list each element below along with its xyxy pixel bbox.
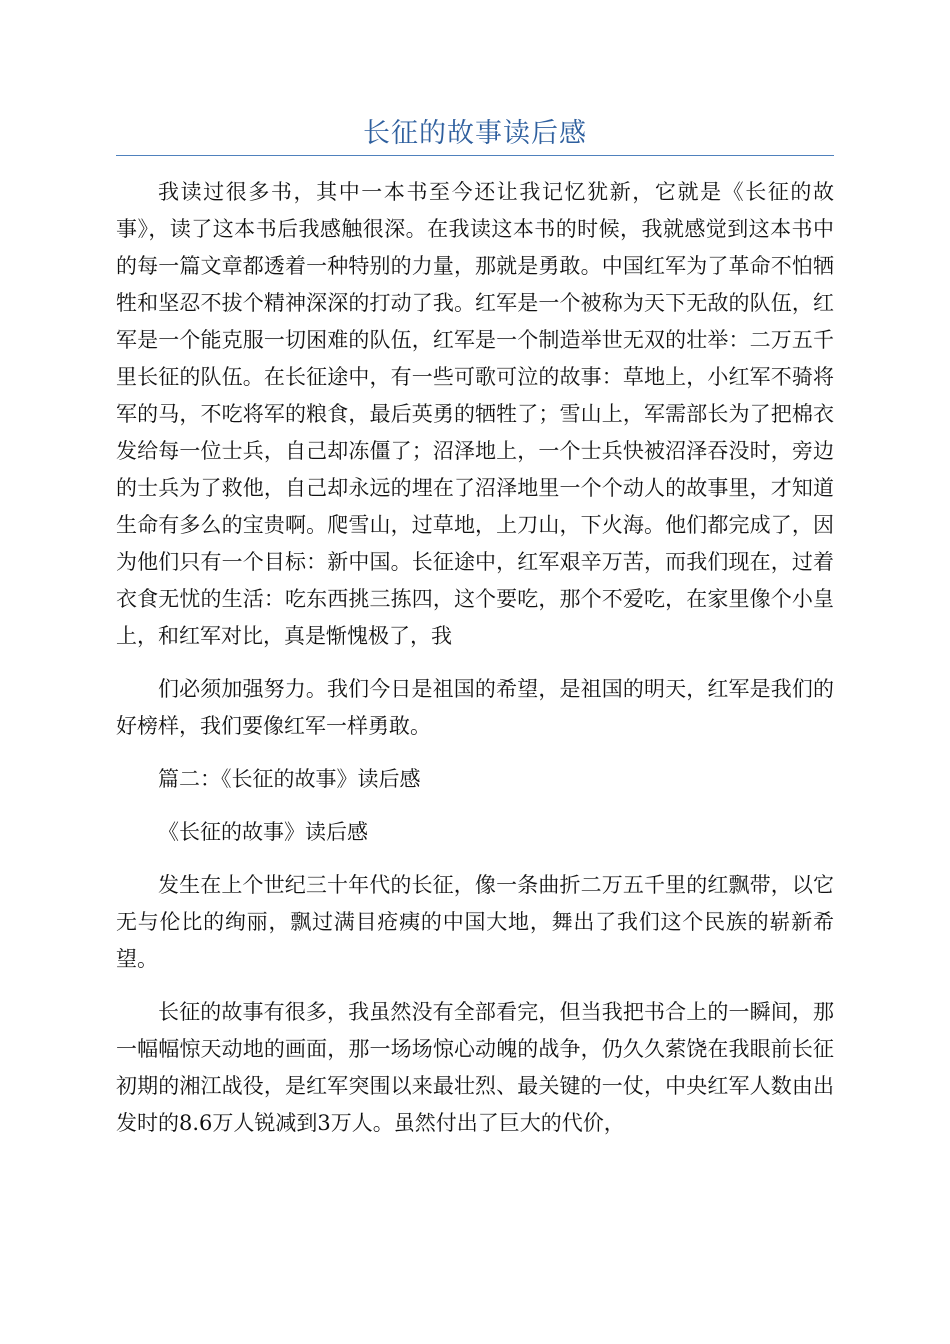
subtitle: 《长征的故事》读后感 bbox=[158, 820, 368, 844]
section-heading: 篇二：《长征的故事》读后感 bbox=[158, 767, 421, 791]
paragraph-4: 长征的故事有很多，我虽然没有全部看完，但当我把书合上的一瞬间，那一幅幅惊天动地的画面，那一场场惊心动魄的战争，仍久久萦饶在我眼前长征初期的湘江战役，是红军突围以来最壮烈、最关键的一仗，中央红军人数由出发时的8.6万人锐减到3万人。虽然付出了巨大的代价， bbox=[116, 1000, 834, 1135]
document-body bbox=[116, 174, 834, 1158]
paragraph-3: 发生在上个世纪三十年代的长征，像一条曲折二万五千里的红飘带，以它无与伦比的绚丽，飘过满目疮痍的中国大地，舞出了我们这个民族的崭新希望。 bbox=[116, 873, 834, 971]
paragraph-1: 我读过很多书，其中一本书至今还让我记忆犹新，它就是《长征的故事》，读了这本书后我感触很深。在我读这本书的时候，我就感觉到这本书中的每一篇文章都透着一种特别的力量，那就是勇敢。中国红军为了革命不怕牺牲和坚忍不拔个精神深深的打动了我。红军是一个被称为天下无敌的队伍，红军是一个能克服一切困难的队伍，红军是一个制造举世无双的壮举：二万五千里长征的队伍。在长征途中，有一些可歌可泣的故事：草地上，小红军不骑将军的马，不吃将军的粮食，最后英勇的牺牲了；雪山上，军需部长为了把棉衣发给每一位士兵，自己却冻僵了；沼泽地上，一个士兵快被沼泽吞没时，旁边的士兵为了救他，自己却永远的埋在了沼泽地里一个个动人的故事里，才知道生命有多么的宝贵啊。爬雪山，过草地，上刀山，下火海。他们都完成了，因为他们只有一个目标：新中国。长征途中，红军艰辛万苦，而我们现在，过着衣食无忧的生活：吃东西挑三拣四，这个要吃，那个不爱吃，在家里像个小皇上，和红军对比，真是惭愧极了，我 bbox=[116, 180, 834, 648]
paragraph-2: 们必须加强努力。我们今日是祖国的希望，是祖国的明天，红军是我们的好榜样，我们要像红军一样勇敢。 bbox=[116, 677, 834, 738]
document-title: 长征的故事读后感 bbox=[363, 118, 587, 149]
title-underline bbox=[116, 155, 834, 156]
